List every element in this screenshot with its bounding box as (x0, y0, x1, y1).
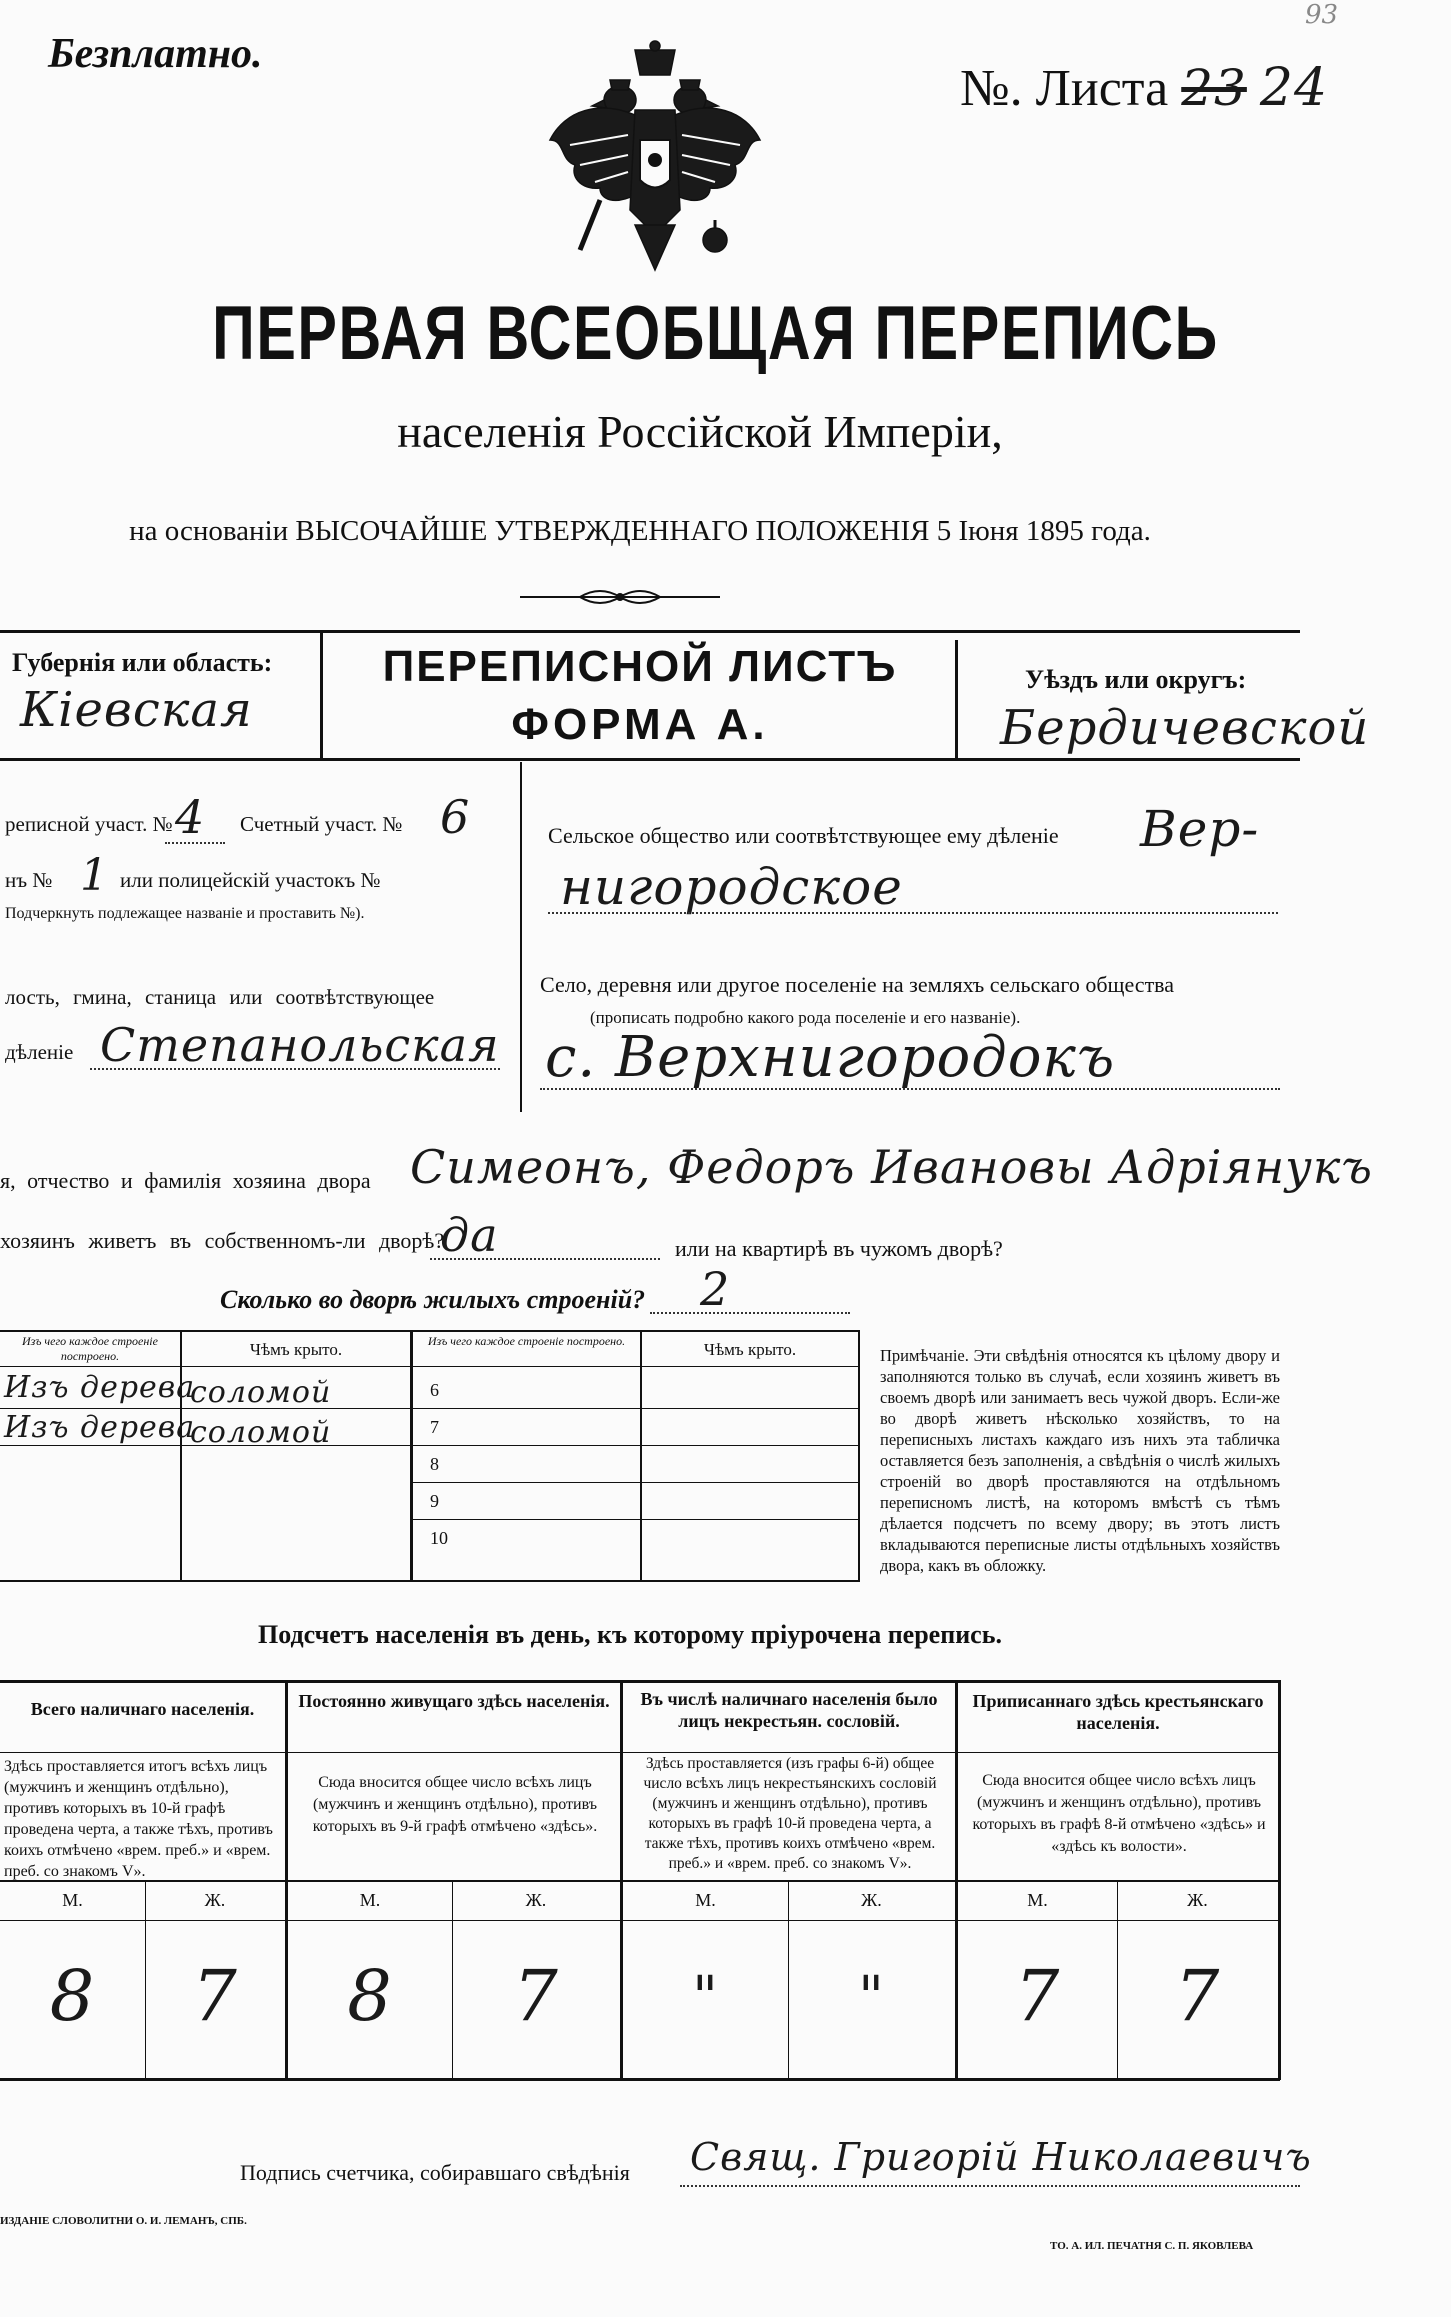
own-yard-label: хозяинъ живетъ въ собственномъ-ли дворѣ? (0, 1228, 445, 1253)
sheet-number-label: №. Листа (960, 60, 1169, 117)
bt-row1-roof: соломой (190, 1375, 332, 1410)
stan-label: нъ № (5, 868, 53, 892)
bt-num-6: 6 (430, 1380, 439, 1400)
gubernia-value: Кіевская (20, 682, 253, 738)
count-heading: Подсчетъ населенія въ день, къ которому пріурочена перепись. (258, 1620, 1002, 1649)
count-col3-m-value: " (692, 1965, 719, 2030)
village-note: (прописать подробно какого рода поселеніе и его названіе). (590, 1008, 1021, 1027)
village-label: Село, деревня или другое поселеніе на земляхъ сельскаго общества (540, 972, 1175, 997)
legal-basis: на основаніи ВЫСОЧАЙШЕ УТВЕРЖДЕННАГО ПОЛОЖЕНІЯ 5 Іюня 1895 года. (129, 515, 1151, 547)
bt-row2-roof: соломой (190, 1415, 332, 1450)
police-label: или полицейскій участокъ № (120, 868, 381, 892)
owner-name-value: Симеонъ, Федоръ Ивановы Адріянукъ (410, 1140, 1373, 1194)
count-col4-m-label: М. (1027, 1890, 1048, 1910)
count-col3-title: Въ числѣ наличнаго населенія было лицъ некрестьян. сословій. (640, 1689, 938, 1731)
count-col1-m-label: М. (62, 1890, 83, 1910)
corner-pencil-mark: 93 (1305, 0, 1339, 30)
header-top-rule (0, 630, 1300, 633)
signature-value: Свящ. Григорій Николаевичъ (690, 2135, 1312, 2179)
bt-header-roof-right: Чѣмъ крыто. (703, 1340, 797, 1359)
bt-num-9: 9 (430, 1491, 439, 1511)
count-col1-zh-label: Ж. (204, 1890, 226, 1910)
underline-note: Подчеркнуть подлежащее названіе и проставить №). (5, 905, 365, 922)
rent-label: или на квартирѣ въ чужомъ дворѣ? (675, 1236, 1003, 1261)
count-col3-zh-label: Ж. (861, 1890, 882, 1910)
header-divider-right (955, 640, 958, 760)
free-label: Безплатно. (48, 31, 263, 77)
count-col4-zh-label: Ж. (1187, 1890, 1208, 1910)
count-col2-zh-label: Ж. (525, 1890, 547, 1910)
count-col1-title: Всего наличнаго населенія. (30, 1699, 255, 1719)
uchastok-value: 4 (175, 790, 206, 844)
imperial-eagle-icon (540, 40, 770, 280)
owner-name-label: я, отчество и фамилія хозяина двора (0, 1168, 371, 1193)
header-bottom-rule (0, 758, 1300, 761)
village-value: с. Верхнигородокъ (545, 1025, 1116, 1090)
count-col4-m-value: 7 (1014, 1955, 1061, 2037)
schetny-label: Счетный участ. № (240, 812, 403, 836)
schetny-value: 6 (440, 790, 471, 844)
own-yard-value: да (440, 1208, 499, 1262)
count-col2-m-value: 8 (347, 1955, 393, 2037)
count-col1-desc: Здѣсь проставляется итогъ всѣхъ лицъ (мужчинъ и женщинъ отдѣльно), противъ которыхъ въ 10-й графѣ проведена черта, а также тѣхъ, противъ коихъ отмѣчено «врем. преб.» и «врем. преб. со знакомъ V». (4, 1758, 273, 1880)
bt-num-7: 7 (430, 1417, 439, 1437)
count-col3-desc: Здѣсь проставляется (изъ графы 6-й) общее число всѣхъ лицъ некрестьянскихъ сословій (мужчинъ и женщинъ отдѣльно), противъ которыхъ въ графѣ 10-й проведена черта, а также тѣхъ, противъ коихъ отмѣчено «врем. преб.» и «врем. преб. со знакомъ V». (643, 1755, 937, 1872)
uezd-label: Уѣздъ или округъ: (1025, 665, 1247, 694)
form-title: ПЕРЕПИСНОЙ ЛИСТЪ (382, 642, 898, 691)
bt-num-10: 10 (430, 1528, 448, 1548)
ornament-divider (520, 585, 720, 609)
signature-label: Подпись счетчика, собиравшаго свѣдѣнія (240, 2160, 630, 2185)
gubernia-label: Губернія или область: (12, 648, 273, 677)
count-col4-zh-value: 7 (1174, 1955, 1221, 2037)
delenie-label: дѣленіе (5, 1040, 74, 1064)
subtitle: населенія Россійской Имперіи, (397, 406, 1003, 457)
bt-row2-material: Изъ дерева (4, 1410, 196, 1445)
society-value-1: Вер- (1140, 800, 1260, 858)
count-col1-m-value: 8 (49, 1955, 96, 2037)
society-value-2: нигородское (560, 858, 903, 916)
form-subtitle: ФОРМА А. (511, 700, 769, 749)
sheet-number (960, 58, 1328, 118)
volost-label: лость, гмина, станица или соотвѣтствующее (5, 985, 435, 1009)
count-col2-desc: Сюда вносится общее число всѣхъ лицъ (мужчинъ и женщинъ отдѣльно), противъ которыхъ въ 9-й графѣ отмѣчено «здѣсь». (312, 1774, 598, 1835)
count-col4-title: Приписаннаго здѣсь крестьянскаго населенія. (972, 1691, 1264, 1733)
note-text: Примѣчаніе. Эти свѣдѣнія относятся къ цѣлому двору и заполняются только въ случаѣ, если хозяинъ живетъ въ своемъ дворѣ или занимаетъ весь чужой дворъ. Если-же во дворѣ живетъ нѣсколько хозяйствъ, то на переписныхъ листахъ каждаго изъ нихъ эта табличка оставляется безъ заполненія, а свѣдѣнія о числѣ жилыхъ строеній во дворѣ проставляются на отдѣльномъ переписномъ листѣ, на которомъ вмѣстѣ съ тѣмъ дѣлается подсчетъ по всему двору; въ этотъ листъ вкладываются переписные листы отдѣльныхъ хозяйствъ двора, какъ въ обложку. (880, 1346, 1280, 1575)
count-col2-zh-value: 7 (513, 1955, 559, 2037)
count-col3-zh-value: " (858, 1965, 885, 2030)
uchastok-label: реписной участ. № (5, 812, 173, 836)
bt-header-material-left: Изъ чего каждое строеніе построено. (22, 1334, 158, 1363)
header-divider-left (320, 630, 323, 760)
fields-divider (520, 762, 522, 1112)
count-col1-zh-value: 7 (192, 1955, 238, 2037)
bt-header-material-right: Изъ чего каждое строеніе построено. (427, 1334, 626, 1348)
bt-row1-material: Изъ дерева (4, 1370, 196, 1405)
count-col2-title: Постоянно живущаго здѣсь населенія. (298, 1691, 610, 1711)
bt-header-roof-left: Чѣмъ крыто. (249, 1340, 343, 1359)
printer-left: ИЗДАНІЕ СЛОВОЛИТНИ О. И. ЛЕМАНЪ, СПБ. (0, 2215, 247, 2227)
count-col2-m-label: М. (359, 1890, 381, 1910)
sheet-number-struck: 23 (1181, 59, 1247, 117)
buildings-label: Сколько во дворѣ жилыхъ строеній? (220, 1285, 646, 1314)
printer-right: ТО. А. ИЛ. ПЕЧАТНЯ С. П. ЯКОВЛЕВА (1050, 2240, 1254, 2252)
count-col3-m-label: М. (695, 1890, 716, 1910)
buildings-value: 2 (700, 1262, 731, 1316)
bt-num-8: 8 (430, 1454, 439, 1474)
stan-value: 1 (80, 850, 109, 901)
sheet-number-value: 24 (1259, 58, 1329, 118)
society-label: Сельское общество или соотвѣтствующее ему дѣленіе (548, 823, 1059, 848)
main-title: ПЕРВАЯ ВСЕОБЩАЯ ПЕРЕПИСЬ (212, 291, 1219, 376)
uezd-value: Бердичевской (1000, 700, 1370, 756)
volost-value: Степанольская (100, 1018, 500, 1072)
count-col4-desc: Сюда вносится общее число всѣхъ лицъ (мужчинъ и женщинъ отдѣльно), противъ которыхъ въ графѣ 8-й отмѣчено «здѣсь» и «здѣсь къ волости». (972, 1772, 1266, 1855)
